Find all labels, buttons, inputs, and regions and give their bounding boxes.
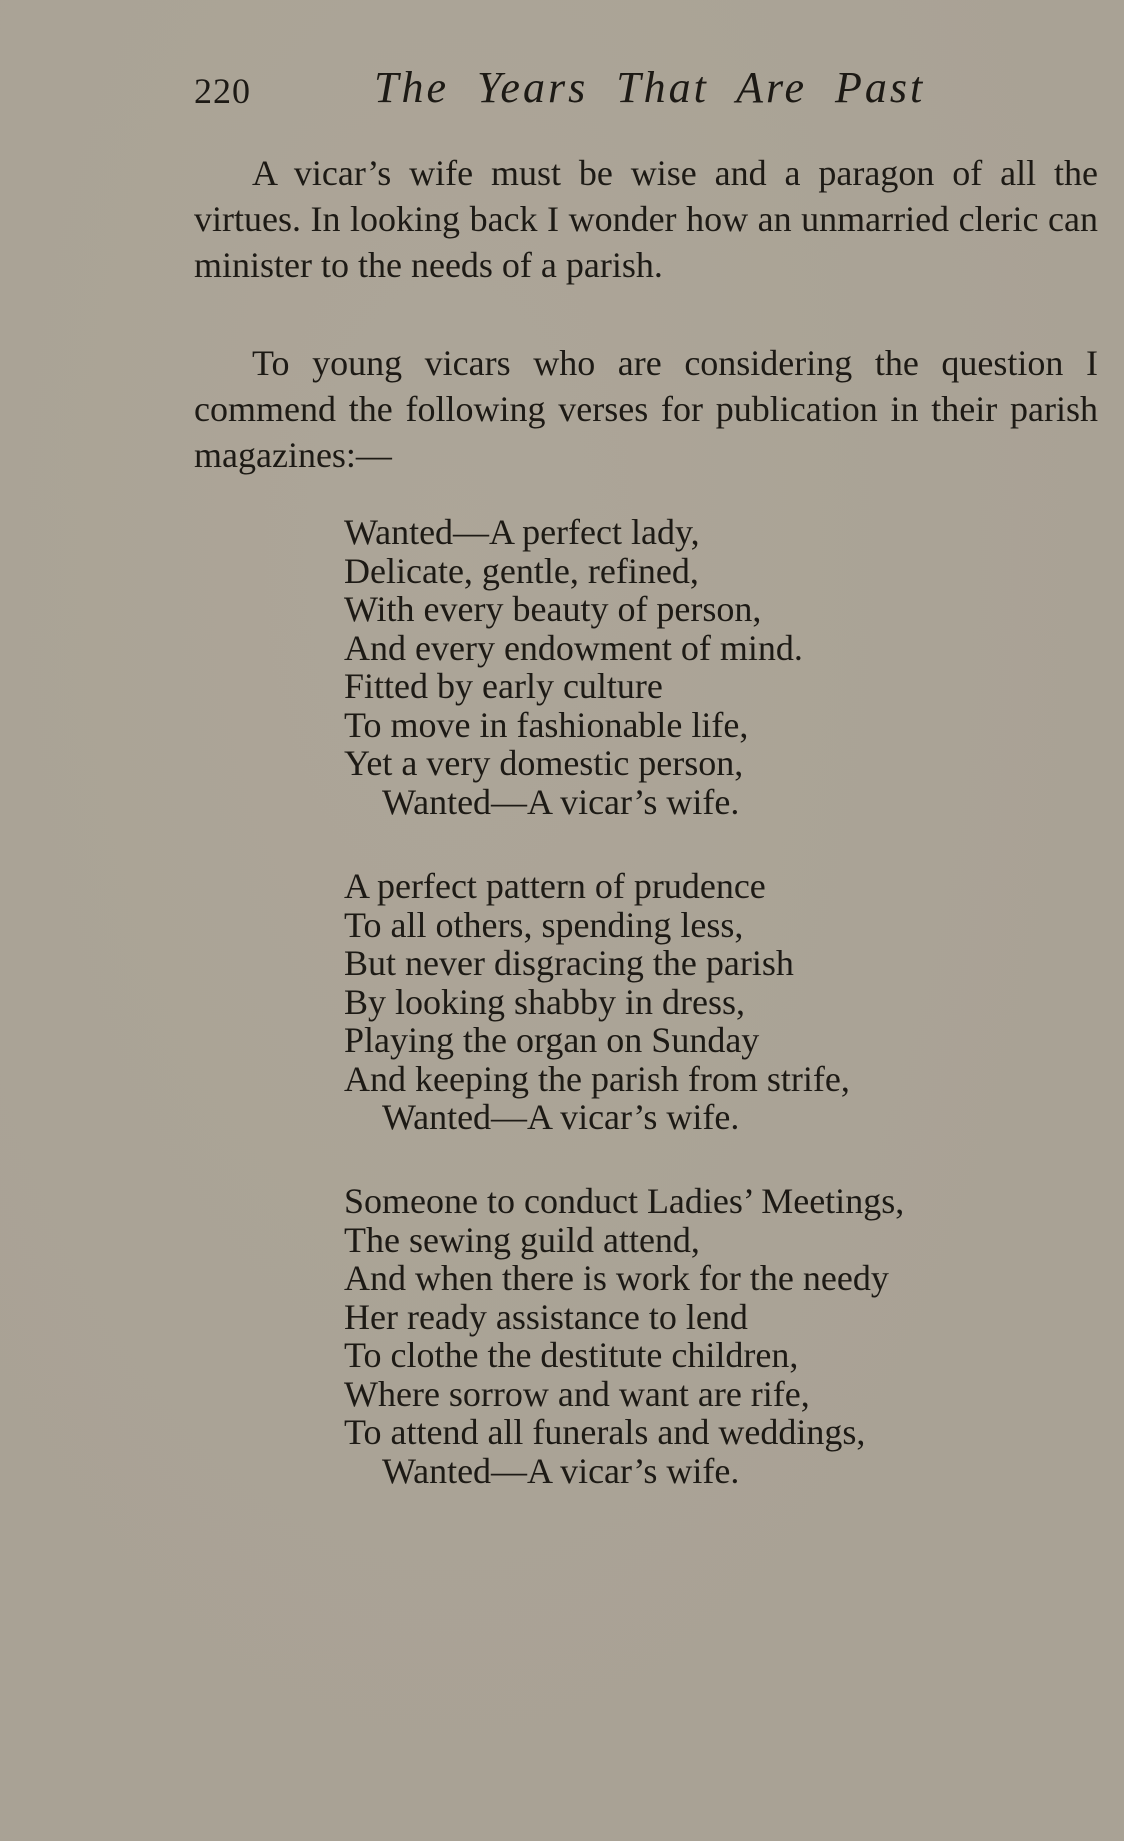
verse-line: With every beauty of person, (344, 589, 762, 629)
verse-line: Yet a very domestic person, (344, 743, 744, 783)
page-header (194, 62, 1094, 122)
verse-line: But never disgracing the parish (344, 943, 794, 983)
verse-line: And every endowment of mind. (344, 627, 803, 668)
prose-paragraph (194, 340, 1098, 478)
verse-line: And when there is work for the needy (344, 1258, 889, 1298)
prose-paragraph-text: A vicar’s wife must be wise and a paragon of all the virtues. In looking back I wonder how an unmarried cleric can minister to the needs of a parish. (194, 153, 1098, 285)
verse-refrain: Wanted—A vicar’s wife. (382, 781, 740, 822)
verse-line: To move in fashionable life, (344, 704, 749, 745)
verse-line: By looking shabby in dress, (344, 981, 745, 1022)
verse-line: To attend all funerals and weddings, (344, 1412, 866, 1452)
verse-line: Wanted—A perfect lady, (344, 512, 700, 552)
verse-line: Someone to conduct Ladies’ Meetings, (344, 1181, 905, 1221)
verse-refrain: Wanted—A vicar’s wife. (382, 1450, 740, 1491)
verse-refrain: Wanted—A vicar’s wife. (382, 1097, 740, 1137)
prose-paragraph (194, 150, 1098, 288)
verse-line: Delicate, gentle, refined, (344, 550, 699, 591)
verse-line: Fitted by early culture (344, 666, 663, 706)
verse-line: A perfect pattern of prudence (344, 866, 766, 906)
verse-line: To all others, spending less, (344, 904, 744, 945)
poem-stanza (344, 867, 1064, 1137)
verse-line: Playing the organ on Sunday (344, 1020, 760, 1060)
verse-line: Her ready assistance to lend (344, 1296, 748, 1337)
prose-paragraph-text: To young vicars who are considering the question I commend the following verses for publication in their parish magazines:— (194, 343, 1098, 475)
poem-stanza (344, 513, 1064, 821)
poem-stanza (344, 1182, 1064, 1490)
verse-line: To clothe the destitute children, (344, 1335, 799, 1375)
verse-line: The sewing guild attend, (344, 1219, 700, 1260)
running-title: The Years That Are Past (374, 63, 926, 112)
verse-line: Where sorrow and want are rife, (344, 1373, 810, 1414)
verse-line: And keeping the parish from strife, (344, 1058, 850, 1099)
page-number: 220 (194, 71, 251, 111)
